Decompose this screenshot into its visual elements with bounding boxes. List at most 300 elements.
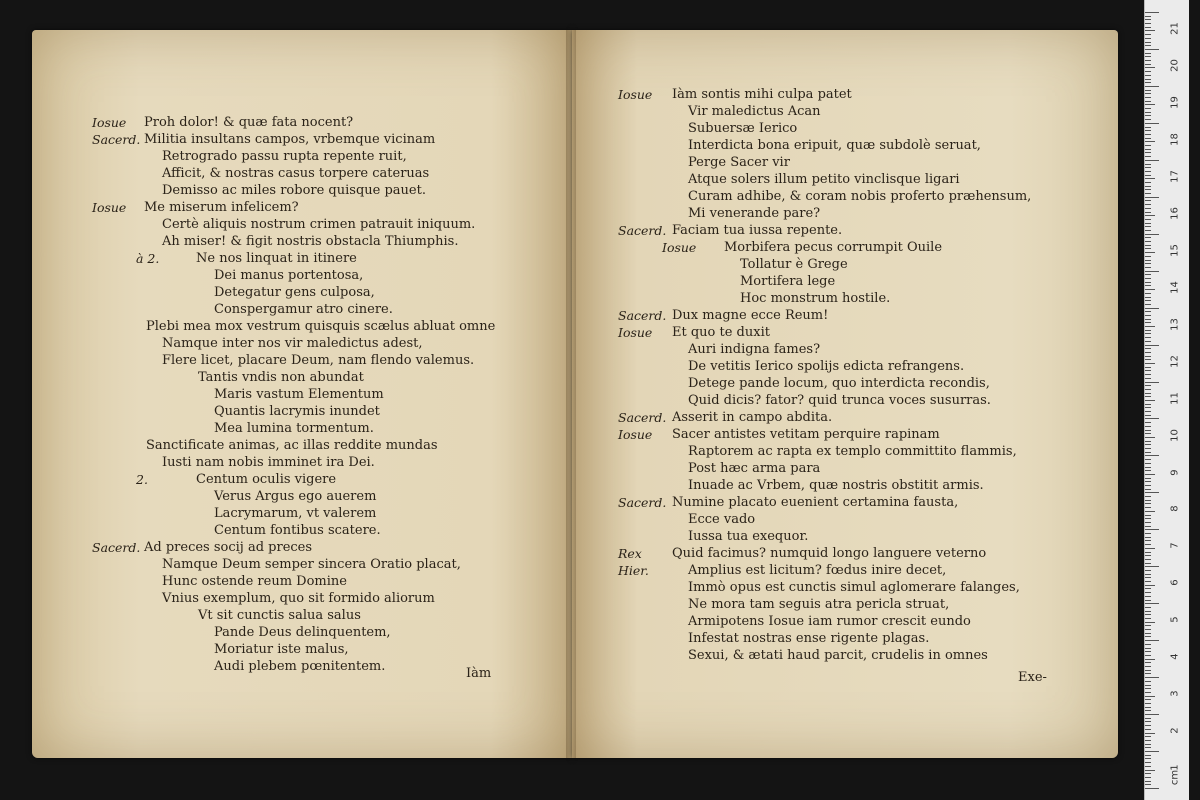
ruler-tick	[1145, 215, 1155, 216]
verse-text: Asserit in campo abdita.	[672, 410, 833, 425]
ruler-tick	[1145, 23, 1151, 24]
ruler-tick	[1145, 503, 1151, 504]
verse-text: Lacrymarum, vt valerem	[214, 506, 377, 521]
ruler-tick	[1145, 629, 1151, 630]
ruler-tick	[1145, 182, 1151, 183]
verse-text: Ne nos linquat in itinere	[196, 251, 357, 266]
ruler-tick	[1145, 204, 1151, 205]
ruler-tick	[1145, 788, 1159, 789]
ruler-tick	[1145, 721, 1151, 722]
ruler-tick	[1145, 422, 1151, 423]
ruler-tick	[1145, 607, 1151, 608]
ruler-tick	[1145, 696, 1155, 697]
ruler-tick	[1145, 193, 1151, 194]
speaker-label: 2.	[136, 472, 148, 487]
ruler-tick	[1145, 677, 1159, 678]
ruler-tick	[1145, 90, 1151, 91]
ruler-number: 12	[1169, 354, 1181, 368]
ruler-tick	[1145, 729, 1151, 730]
verse-text: Pande Deus delinquentem,	[214, 625, 391, 640]
ruler-tick	[1145, 566, 1159, 567]
left-page	[32, 30, 572, 758]
ruler-tick	[1145, 112, 1151, 113]
ruler-tick	[1145, 699, 1151, 700]
ruler-tick	[1145, 496, 1151, 497]
ruler-tick	[1145, 134, 1151, 135]
verse-text: Detege pande locum, quo interdicta recondis,	[688, 376, 990, 391]
ruler-tick	[1145, 430, 1151, 431]
ruler-tick	[1145, 145, 1151, 146]
ruler-unit: cm	[1169, 769, 1181, 786]
ruler-tick	[1145, 178, 1155, 179]
ruler-tick	[1145, 784, 1151, 785]
ruler-tick	[1145, 82, 1151, 83]
ruler-tick	[1145, 740, 1151, 741]
ruler-tick	[1145, 256, 1151, 257]
ruler-tick	[1145, 474, 1155, 475]
verse-text: Mi venerande pare?	[688, 206, 821, 221]
ruler-tick	[1145, 507, 1151, 508]
ruler-tick	[1145, 773, 1151, 774]
ruler-tick	[1145, 611, 1151, 612]
ruler-tick	[1145, 415, 1151, 416]
ruler-number: 4	[1169, 653, 1181, 660]
book-gutter	[566, 30, 576, 758]
ruler-tick	[1145, 489, 1151, 490]
speaker-label: Iosue	[618, 325, 653, 340]
speaker-label: à 2.	[136, 251, 160, 266]
ruler-tick	[1145, 692, 1151, 693]
ruler-tick	[1145, 777, 1151, 778]
ruler-tick	[1145, 585, 1155, 586]
speaker-label: Iosue	[92, 115, 127, 130]
ruler-tick	[1145, 481, 1151, 482]
verse-text: Conspergamur atro cinere.	[214, 302, 393, 317]
ruler-tick	[1145, 108, 1151, 109]
ruler-tick	[1145, 60, 1151, 61]
verse-text: Hoc monstrum hostile.	[740, 291, 891, 306]
ruler-tick	[1145, 555, 1151, 556]
ruler-number: 5	[1169, 616, 1181, 623]
ruler-number: 2	[1169, 727, 1181, 734]
verse-text: Audi plebem pœnitentem.	[214, 659, 386, 674]
verse-text: Demisso ac miles robore quisque pauet.	[162, 183, 426, 198]
ruler-tick	[1145, 282, 1151, 283]
speaker-label: Iosue	[662, 240, 697, 255]
ruler-tick	[1145, 71, 1151, 72]
verse-text: Dei manus portentosa,	[214, 268, 364, 283]
speaker-label: Iosue	[92, 200, 127, 215]
ruler-tick	[1145, 341, 1151, 342]
ruler-tick	[1145, 548, 1155, 549]
ruler-tick	[1145, 226, 1151, 227]
ruler-tick	[1145, 367, 1151, 368]
ruler-tick	[1145, 160, 1159, 161]
ruler-tick	[1145, 252, 1155, 253]
ruler-number: 19	[1169, 96, 1181, 109]
ruler-tick	[1145, 245, 1151, 246]
ruler-tick	[1145, 603, 1159, 604]
ruler-tick	[1145, 404, 1151, 405]
ruler-tick	[1145, 315, 1151, 316]
ruler-tick	[1145, 34, 1151, 35]
ruler-tick	[1145, 533, 1151, 534]
ruler-tick	[1145, 104, 1155, 105]
ruler-tick	[1145, 411, 1151, 412]
verse-text: Raptorem ac rapta ex templo committito flammis,	[688, 444, 1017, 459]
ruler-tick	[1145, 770, 1155, 771]
ruler-number: 10	[1169, 428, 1181, 442]
ruler-tick	[1145, 625, 1151, 626]
ruler-tick	[1145, 755, 1151, 756]
ruler-tick	[1145, 152, 1151, 153]
verse-text: Proh dolor! & quæ fata nocent?	[144, 115, 354, 130]
ruler-tick	[1145, 311, 1151, 312]
verse-text: Curam adhibe, & coram nobis proferto præhensum,	[688, 189, 1032, 204]
ruler-tick	[1145, 673, 1151, 674]
ruler-tick	[1145, 747, 1151, 748]
ruler-number: 8	[1169, 505, 1181, 513]
verse-text: Post hæc arma para	[688, 461, 821, 476]
ruler-tick	[1145, 758, 1151, 759]
ruler-tick	[1145, 570, 1151, 571]
ruler-tick	[1145, 448, 1151, 449]
ruler-tick	[1145, 714, 1159, 715]
ruler-tick	[1145, 348, 1151, 349]
verse-text: Namque inter nos vir maledictus adest,	[162, 336, 423, 351]
verse-text: Flere licet, placare Deum, nam flendo valemus.	[162, 353, 475, 368]
ruler-tick	[1145, 666, 1151, 667]
verse-text: Amplius est licitum? fœdus inire decet,	[688, 563, 947, 578]
verse-text: Verus Argus ego auerem	[214, 489, 377, 504]
verse-text: Atque solers illum petito vinclisque ligari	[688, 172, 960, 187]
ruler-tick	[1145, 164, 1151, 165]
ruler-tick	[1145, 42, 1151, 43]
verse-text: Certè aliquis nostrum crimen patrauit iniquum.	[162, 217, 476, 232]
ruler-tick	[1145, 237, 1151, 238]
ruler-tick	[1145, 389, 1151, 390]
ruler-tick	[1145, 326, 1155, 327]
ruler-tick	[1145, 356, 1151, 357]
ruler-tick	[1145, 49, 1159, 50]
ruler-tick	[1145, 467, 1151, 468]
ruler-tick	[1145, 64, 1151, 65]
ruler-tick	[1145, 651, 1151, 652]
ruler-tick	[1145, 267, 1151, 268]
ruler-number: 18	[1169, 133, 1181, 146]
ruler-tick	[1145, 459, 1151, 460]
ruler-tick	[1145, 710, 1151, 711]
verse-text: Tollatur è Grege	[740, 257, 848, 272]
verse-text: Quid facimus? numquid longo languere veterno	[672, 546, 987, 561]
verse-text: Afficit, & nostras casus torpere cateruas	[162, 166, 430, 181]
ruler-tick	[1145, 492, 1159, 493]
ruler-tick	[1145, 437, 1155, 438]
ruler-tick	[1145, 725, 1151, 726]
ruler-tick	[1145, 382, 1159, 383]
ruler-tick	[1145, 614, 1151, 615]
ruler-tick	[1145, 212, 1151, 213]
verse-text: Iusti nam nobis imminet ira Dei.	[162, 455, 375, 470]
ruler-tick	[1145, 337, 1151, 338]
verse-text: Vir maledictus Acan	[688, 104, 821, 119]
ruler-tick	[1145, 685, 1151, 686]
ruler-tick	[1145, 189, 1151, 190]
ruler-tick	[1145, 426, 1151, 427]
ruler-tick	[1145, 655, 1151, 656]
ruler-tick	[1145, 592, 1151, 593]
ruler-tick	[1145, 522, 1151, 523]
ruler-tick	[1145, 278, 1151, 279]
ruler-tick	[1145, 138, 1151, 139]
ruler-tick	[1145, 308, 1159, 309]
ruler-tick	[1145, 681, 1151, 682]
verse-text: Auri indigna fames?	[688, 342, 821, 357]
speaker-label: Sacerd.	[618, 308, 667, 323]
speaker-label: Iosue	[618, 427, 653, 442]
ruler-tick	[1145, 751, 1159, 752]
verse-text: Hunc ostende reum Domine	[162, 574, 347, 589]
ruler-tick	[1145, 156, 1151, 157]
ruler-tick	[1145, 640, 1159, 641]
ruler-tick	[1145, 263, 1151, 264]
ruler-tick	[1145, 67, 1155, 68]
ruler-tick	[1145, 289, 1155, 290]
right-page	[572, 30, 1118, 758]
verse-text: Quid dicis? fator? quid trunca voces susurras.	[688, 393, 991, 408]
ruler-tick	[1145, 186, 1151, 187]
ruler-tick	[1145, 552, 1151, 553]
ruler-tick	[1145, 407, 1151, 408]
ruler-tick	[1145, 149, 1151, 150]
verse-text: Et quo te duxit	[672, 325, 770, 340]
speaker-label: Hier.	[618, 563, 649, 578]
verse-text: Interdicta bona eripuit, quæ subdolè seruat,	[688, 138, 981, 153]
verse-text: Detegatur gens culposa,	[214, 285, 375, 300]
ruler-tick	[1145, 45, 1151, 46]
ruler-tick	[1145, 200, 1151, 201]
verse-text: Ah miser! & figit nostris obstacla Thiumphis.	[162, 234, 459, 249]
ruler-tick	[1145, 38, 1151, 39]
ruler-tick	[1145, 370, 1151, 371]
verse-text: Mortifera lege	[740, 274, 836, 289]
verse-text: Centum oculis vigere	[196, 472, 337, 487]
ruler-tick	[1145, 374, 1151, 375]
ruler-tick	[1145, 119, 1151, 120]
verse-text: Faciam tua iussa repente.	[672, 223, 843, 238]
ruler-tick	[1145, 463, 1151, 464]
ruler-tick	[1145, 93, 1151, 94]
verse-text: Immò opus est cunctis simul aglomerare falanges,	[688, 580, 1020, 595]
ruler-tick	[1145, 141, 1155, 142]
ruler-tick	[1145, 581, 1151, 582]
ruler-tick	[1145, 515, 1151, 516]
ruler-number: 7	[1169, 542, 1181, 550]
speaker-label: Rex	[618, 546, 642, 561]
ruler-tick	[1145, 223, 1151, 224]
ruler-number: 9	[1169, 468, 1181, 476]
ruler-tick	[1145, 441, 1151, 442]
ruler-tick	[1145, 433, 1151, 434]
ruler-tick	[1145, 644, 1151, 645]
verse-text: Quantis lacrymis inundet	[214, 404, 380, 419]
verse-text: Armipotens Iosue iam rumor crescit eundo	[688, 614, 971, 629]
ruler-tick	[1145, 123, 1159, 124]
verse-text: Me miserum infelicem?	[144, 200, 299, 215]
ruler-tick	[1145, 86, 1159, 87]
verse-text: Infestat nostras ense rigente plagas.	[688, 631, 930, 646]
ruler-tick	[1145, 56, 1151, 57]
ruler-tick	[1145, 526, 1151, 527]
ruler-tick	[1145, 518, 1151, 519]
verse-text: Iussa tua exequor.	[688, 529, 809, 544]
ruler-tick	[1145, 167, 1151, 168]
verse-text: Sexui, & ætati haud parcit, crudelis in omnes	[688, 648, 988, 663]
ruler-tick	[1145, 274, 1151, 275]
ruler-tick	[1145, 197, 1159, 198]
ruler-tick	[1145, 540, 1151, 541]
speaker-label: Sacerd.	[92, 132, 141, 147]
ruler-tick	[1145, 500, 1151, 501]
ruler-tick	[1145, 12, 1159, 13]
ruler-tick	[1145, 744, 1151, 745]
verse-text: Namque Deum semper sincera Oratio placat,	[162, 557, 461, 572]
ruler-tick	[1145, 452, 1151, 453]
ruler-tick	[1145, 559, 1151, 560]
ruler-tick	[1145, 241, 1151, 242]
ruler-tick	[1145, 97, 1151, 98]
ruler-number: 20	[1169, 59, 1181, 72]
ruler-tick	[1145, 396, 1151, 397]
ruler-tick	[1145, 529, 1159, 530]
ruler-tick	[1145, 30, 1155, 31]
ruler-tick	[1145, 248, 1151, 249]
verse-text: Iàm sontis mihi culpa patet	[672, 87, 852, 102]
verse-text: Maris vastum Elementum	[214, 387, 384, 402]
verse-text: Ad preces socij ad preces	[144, 540, 313, 555]
ruler-tick	[1145, 345, 1159, 346]
ruler-tick	[1145, 636, 1151, 637]
ruler-tick	[1145, 400, 1155, 401]
ruler-tick	[1145, 393, 1151, 394]
ruler-tick	[1145, 300, 1151, 301]
ruler-tick	[1145, 378, 1151, 379]
ruler-tick	[1145, 670, 1151, 671]
ruler-tick	[1145, 75, 1151, 76]
verse-text: Tantis vndis non abundat	[198, 370, 364, 385]
ruler-tick	[1145, 330, 1151, 331]
ruler-tick	[1145, 16, 1151, 17]
ruler-tick	[1145, 333, 1151, 334]
ruler-tick	[1145, 363, 1155, 364]
verse-text: Morbifera pecus corrumpit Ouile	[724, 240, 943, 255]
ruler-tick	[1145, 537, 1151, 538]
verse-text: Inuade ac Vrbem, quæ nostris obstitit armis.	[688, 478, 984, 493]
ruler-tick	[1145, 319, 1151, 320]
ruler-tick	[1145, 781, 1151, 782]
ruler-tick	[1145, 688, 1151, 689]
speaker-label: Iosue	[618, 87, 653, 102]
ruler-tick	[1145, 659, 1155, 660]
verse-text: Dux magne ecce Reum!	[672, 308, 829, 323]
ruler-tick	[1145, 260, 1151, 261]
ruler-number: 3	[1169, 690, 1181, 697]
ruler-tick	[1145, 662, 1151, 663]
ruler-number: 13	[1169, 317, 1181, 331]
verse-text: Subuersæ Ierico	[688, 121, 798, 136]
speaker-label: Sacerd.	[618, 495, 667, 510]
ruler-tick	[1145, 53, 1151, 54]
ruler-tick	[1145, 478, 1151, 479]
verse-text: Numine placato euenient certamina fausta,	[672, 495, 959, 510]
ruler-number: 17	[1169, 170, 1181, 183]
ruler-tick	[1145, 444, 1151, 445]
ruler-tick	[1145, 600, 1151, 601]
verse-text: Retrogrado passu rupta repente ruit,	[162, 149, 407, 164]
left-catchword: Iàm	[466, 666, 492, 681]
ruler-tick	[1145, 485, 1151, 486]
ruler-number: 14	[1169, 280, 1181, 294]
verse-text: Moriatur iste malus,	[214, 642, 349, 657]
ruler-tick	[1145, 304, 1151, 305]
verse-text: De vetitis Ierico spolijs edicta refrangens.	[688, 359, 965, 374]
ruler-tick	[1145, 577, 1151, 578]
ruler-tick	[1145, 79, 1151, 80]
verse-text: Ne mora tam seguis atra pericla struat,	[688, 597, 950, 612]
ruler-tick	[1145, 101, 1151, 102]
verse-text: Mea lumina tormentum.	[214, 421, 374, 436]
ruler-tick	[1145, 622, 1155, 623]
ruler-tick	[1145, 762, 1151, 763]
ruler-tick	[1145, 470, 1151, 471]
ruler-tick	[1145, 219, 1151, 220]
speaker-label: Sacerd.	[618, 410, 667, 425]
ruler-tick	[1145, 230, 1151, 231]
ruler-tick	[1145, 703, 1151, 704]
ruler-tick	[1145, 718, 1151, 719]
ruler-tick	[1145, 115, 1151, 116]
ruler-tick	[1145, 175, 1151, 176]
ruler-tick	[1145, 618, 1151, 619]
ruler-tick	[1145, 418, 1159, 419]
ruler-tick	[1145, 271, 1159, 272]
ruler-tick	[1145, 171, 1151, 172]
verse-text: Vnius exemplum, quo sit formido aliorum	[162, 591, 435, 606]
ruler-number: 11	[1169, 391, 1181, 405]
ruler-tick	[1145, 208, 1151, 209]
verse-text: Militia insultans campos, vrbemque vicinam	[144, 132, 436, 147]
ruler-tick	[1145, 285, 1151, 286]
ruler-tick	[1145, 596, 1151, 597]
ruler-tick	[1145, 733, 1155, 734]
ruler-tick	[1145, 766, 1151, 767]
ruler-number: 21	[1169, 22, 1181, 35]
ruler-tick	[1145, 574, 1151, 575]
measuring-ruler	[1144, 0, 1189, 800]
ruler-tick	[1145, 130, 1151, 131]
ruler-tick	[1145, 588, 1151, 589]
verse-text: Plebi mea mox vestrum quisquis scælus abluat omne	[146, 319, 496, 334]
ruler-tick	[1145, 385, 1151, 386]
ruler-tick	[1145, 322, 1151, 323]
ruler-tick	[1145, 27, 1151, 28]
ruler-tick	[1145, 234, 1159, 235]
ruler-tick	[1145, 293, 1151, 294]
ruler-tick	[1145, 633, 1151, 634]
ruler-number: 16	[1169, 206, 1181, 220]
verse-text: Sanctificate animas, ac illas reddite mundas	[146, 438, 438, 453]
ruler-tick	[1145, 19, 1151, 20]
